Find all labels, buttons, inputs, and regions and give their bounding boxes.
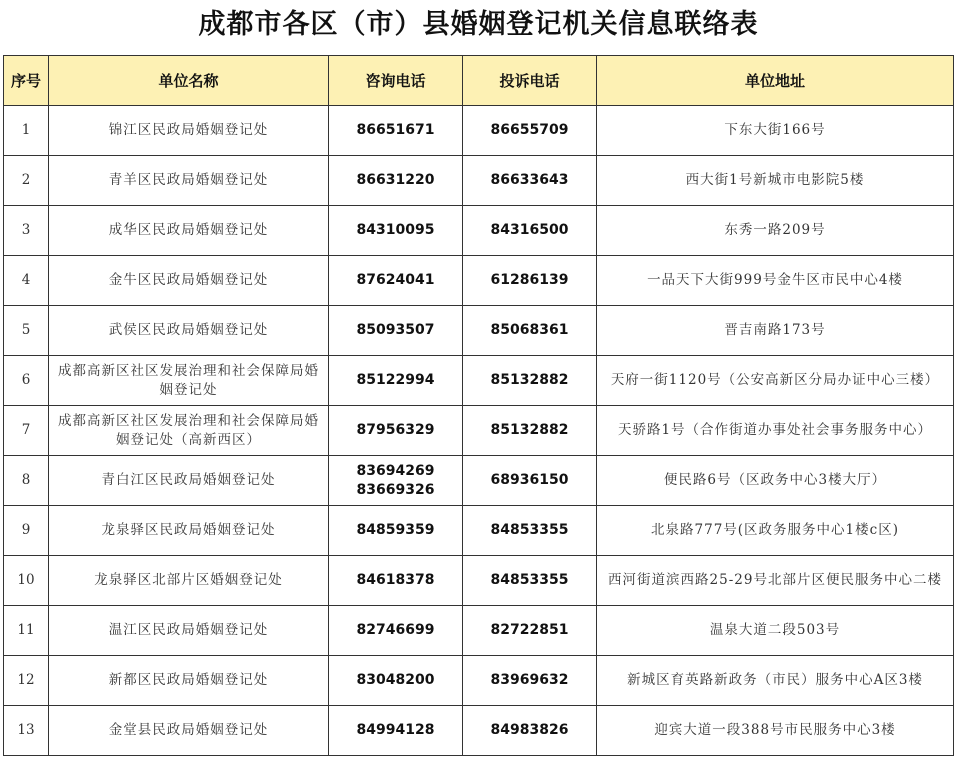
complaint-phone: 85132882: [463, 406, 597, 456]
table-row: [4, 556, 954, 606]
consult-phone-number: 83669326: [356, 481, 435, 498]
consult-phone-number: 87624041: [356, 272, 435, 288]
complaint-phone: 61286139: [463, 256, 597, 306]
page-title: 成都市各区（市）县婚姻登记机关信息联络表: [198, 9, 759, 40]
row-number: 2: [4, 156, 49, 206]
row-number: 11: [4, 606, 49, 656]
unit-name: 温江区民政局婚姻登记处: [49, 606, 329, 656]
complaint-phone: 85132882: [463, 356, 597, 406]
unit-name: 青羊区民政局婚姻登记处: [49, 156, 329, 206]
consult-phone-number: 86631220: [356, 172, 435, 188]
consult-phone-number: 85093507: [356, 322, 435, 338]
unit-address: 东秀一路209号: [597, 206, 954, 256]
row-number: 7: [4, 406, 49, 456]
unit-name: 龙泉驿区民政局婚姻登记处: [49, 506, 329, 556]
table-row: [4, 306, 954, 356]
consult-phone-number: 87956329: [356, 422, 435, 438]
unit-address: 温泉大道二段503号: [597, 606, 954, 656]
unit-address: 下东大街166号: [597, 106, 954, 156]
table-row: [4, 706, 954, 756]
row-number: 12: [4, 656, 49, 706]
complaint-phone: 68936150: [463, 456, 597, 506]
consult-phone-number: 86651671: [356, 122, 435, 138]
header-unit-name: 单位名称: [49, 56, 329, 106]
unit-name: 新都区民政局婚姻登记处: [49, 656, 329, 706]
row-number: 5: [4, 306, 49, 356]
unit-name: 金牛区民政局婚姻登记处: [49, 256, 329, 306]
complaint-phone: 84983826: [463, 706, 597, 756]
header-row: [4, 56, 954, 106]
unit-address: 西河街道滨西路25-29号北部片区便民服务中心二楼: [597, 556, 954, 606]
consult-phone-number: 83048200: [356, 672, 435, 688]
table-row: [4, 356, 954, 406]
complaint-phone: 84853355: [463, 556, 597, 606]
complaint-phone: 82722851: [463, 606, 597, 656]
header-consult-phone: 咨询电话: [329, 56, 463, 106]
header-no: 序号: [4, 56, 49, 106]
row-number: 4: [4, 256, 49, 306]
unit-name: 成都高新区社区发展治理和社会保障局婚姻登记处（高新西区）: [49, 406, 329, 456]
header-complaint-phone: 投诉电话: [463, 56, 597, 106]
complaint-phone: 84853355: [463, 506, 597, 556]
row-number: 3: [4, 206, 49, 256]
unit-address: 天府一街1120号（公安高新区分局办证中心三楼）: [597, 356, 954, 406]
complaint-phone: 85068361: [463, 306, 597, 356]
complaint-phone: 83969632: [463, 656, 597, 706]
unit-address: 西大街1号新城市电影院5楼: [597, 156, 954, 206]
unit-name: 金堂县民政局婚姻登记处: [49, 706, 329, 756]
consult-phone-number: 83694269: [356, 462, 435, 479]
row-number: 13: [4, 706, 49, 756]
table-row: [4, 106, 954, 156]
consult-phone: [329, 706, 463, 756]
header-address: 单位地址: [597, 56, 954, 106]
unit-name: 成都高新区社区发展治理和社会保障局婚姻登记处: [49, 356, 329, 406]
consult-phone: [329, 556, 463, 606]
unit-address: 一品天下大街999号金牛区市民中心4楼: [597, 256, 954, 306]
complaint-phone: 86633643: [463, 156, 597, 206]
consult-phone-number: 84618378: [356, 572, 435, 588]
consult-phone-number: 84310095: [356, 222, 435, 238]
unit-name: 锦江区民政局婚姻登记处: [49, 106, 329, 156]
consult-phone: [329, 206, 463, 256]
unit-address: 迎宾大道一段388号市民服务中心3楼: [597, 706, 954, 756]
row-number: 1: [4, 106, 49, 156]
unit-address: 北泉路777号(区政务服务中心1楼c区): [597, 506, 954, 556]
consult-phone: [329, 406, 463, 456]
unit-address: 晋吉南路173号: [597, 306, 954, 356]
consult-phone: [329, 156, 463, 206]
consult-phone-number: 85122994: [356, 372, 435, 388]
unit-name: 成华区民政局婚姻登记处: [49, 206, 329, 256]
consult-phone: [329, 456, 463, 506]
consult-phone: [329, 256, 463, 306]
unit-address: 天骄路1号（合作街道办事处社会事务服务中心）: [597, 406, 954, 456]
consult-phone: [329, 356, 463, 406]
table-row: [4, 456, 954, 506]
registry-table: [3, 55, 954, 756]
consult-phone: [329, 106, 463, 156]
row-number: 6: [4, 356, 49, 406]
table-row: [4, 606, 954, 656]
unit-name: 武侯区民政局婚姻登记处: [49, 306, 329, 356]
complaint-phone: 86655709: [463, 106, 597, 156]
consult-phone-number: 82746699: [356, 622, 435, 638]
table-row: [4, 206, 954, 256]
table-row: [4, 656, 954, 706]
table-row: [4, 156, 954, 206]
unit-name: 青白江区民政局婚姻登记处: [49, 456, 329, 506]
consult-phone-number: 84994128: [356, 722, 435, 738]
table-row: [4, 256, 954, 306]
consult-phone: [329, 306, 463, 356]
consult-phone: [329, 606, 463, 656]
table-row: [4, 506, 954, 556]
table-row: [4, 406, 954, 456]
unit-name: 龙泉驿区北部片区婚姻登记处: [49, 556, 329, 606]
unit-address: 新城区育英路新政务（市民）服务中心A区3楼: [597, 656, 954, 706]
consult-phone-number: 84859359: [356, 522, 435, 538]
consult-phone: [329, 656, 463, 706]
row-number: 10: [4, 556, 49, 606]
row-number: 8: [4, 456, 49, 506]
row-number: 9: [4, 506, 49, 556]
complaint-phone: 84316500: [463, 206, 597, 256]
unit-address: 便民路6号（区政务中心3楼大厅）: [597, 456, 954, 506]
consult-phone: [329, 506, 463, 556]
